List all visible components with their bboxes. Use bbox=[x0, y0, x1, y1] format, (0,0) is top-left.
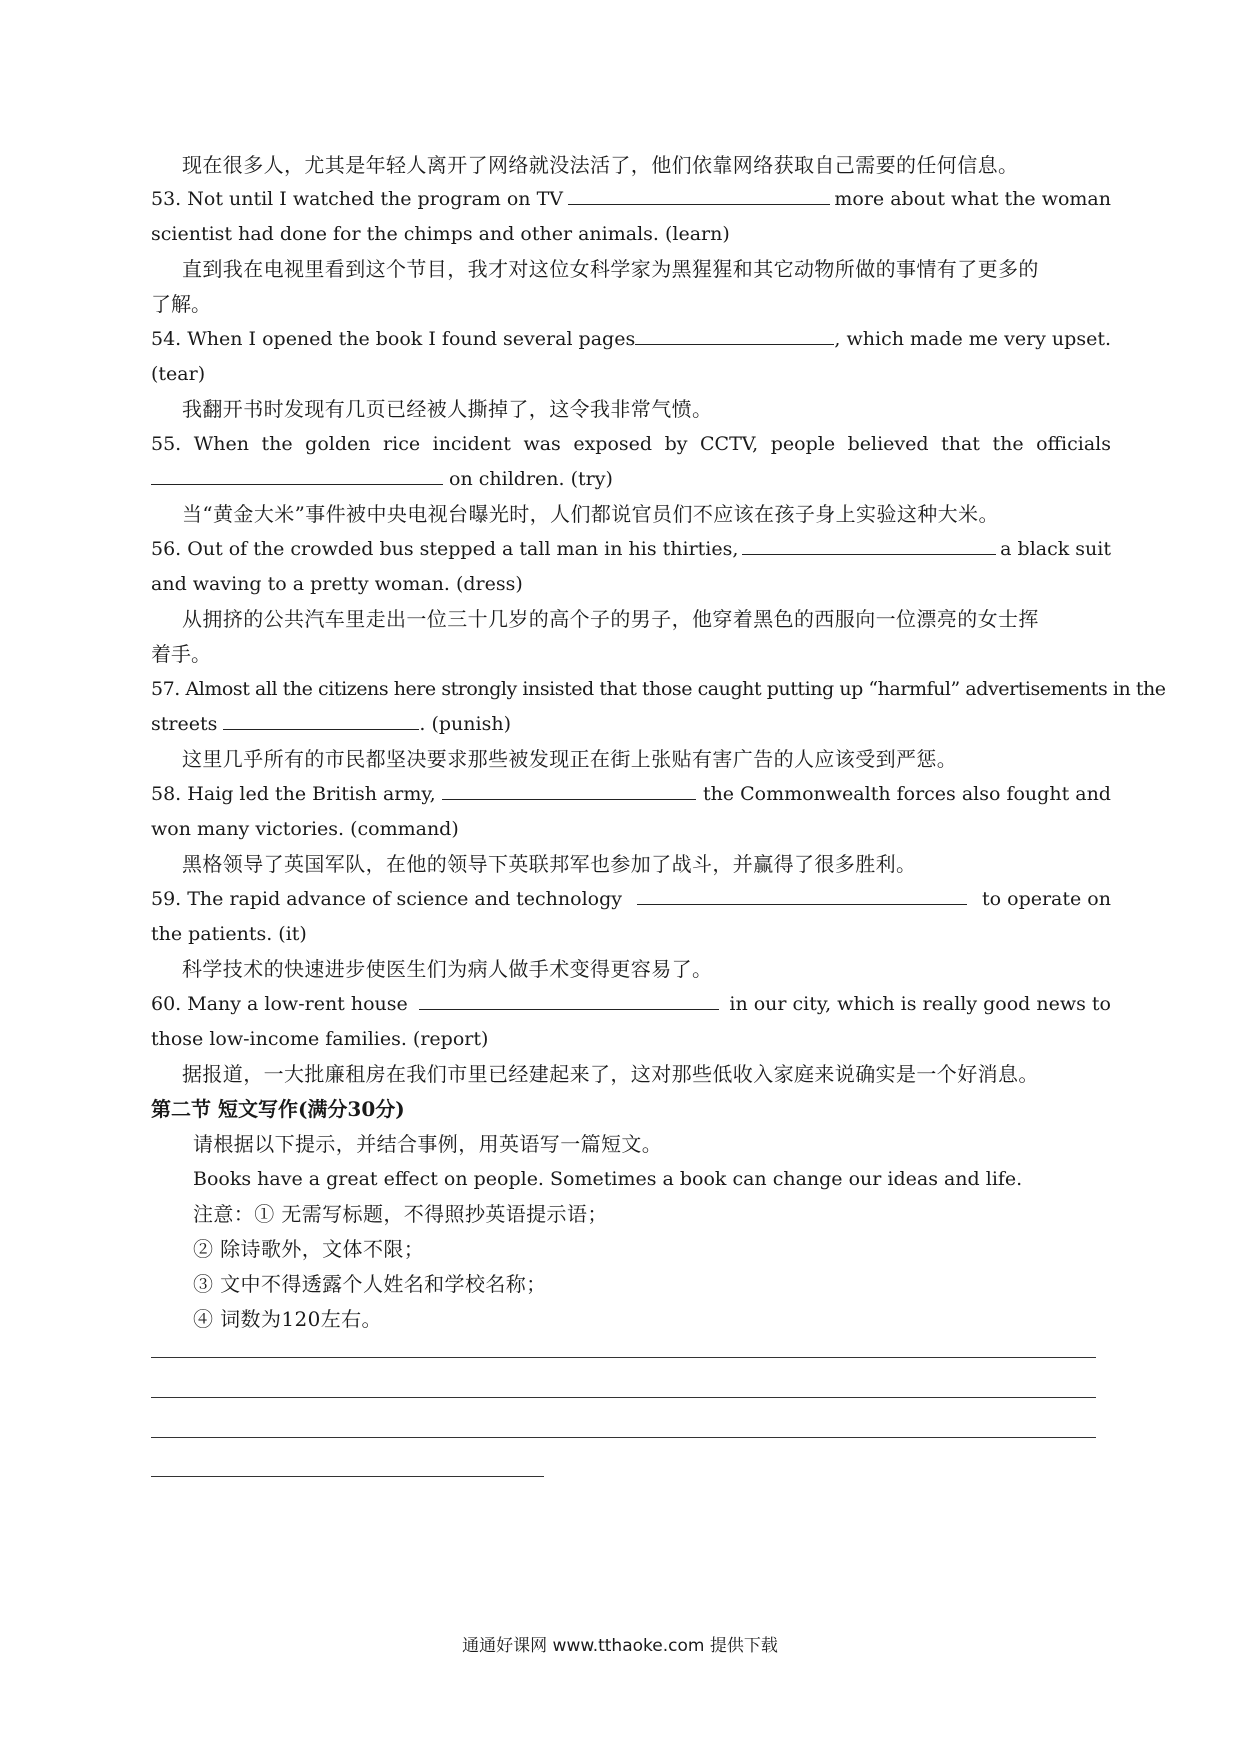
section2-note-4: ④ 词数为120左右。 bbox=[193, 1307, 382, 1331]
q60-translation: 据报道，一大批廉租房在我们市里已经建起来了，这对那些低收入家庭来说确实是一个好消息。 bbox=[182, 1062, 1039, 1086]
q53-answer-blank[interactable] bbox=[568, 186, 830, 205]
q60-text-b: in our city, which is really good news to bbox=[729, 993, 1111, 1015]
q53-translation-2: 了解。 bbox=[151, 292, 211, 316]
q59-line1 bbox=[151, 886, 1111, 912]
q60-line2: those low-income families. (report) bbox=[151, 1028, 489, 1050]
q60-line1 bbox=[151, 991, 1111, 1017]
q57-line1: 57. Almost all the citizens here strongly insisted that those caught putting up “harmful” advertisements in the bbox=[151, 678, 1166, 700]
q57-text-a: streets bbox=[151, 713, 218, 735]
q55-answer-blank[interactable] bbox=[151, 466, 443, 485]
q59-text-a: 59. The rapid advance of science and technology bbox=[151, 888, 623, 910]
q56-text-a: 56. Out of the crowded bus stepped a tall man in his thirties, bbox=[151, 538, 739, 560]
q54-translation: 我翻开书时发现有几页已经被人撕掉了，这令我非常气愤。 bbox=[182, 397, 713, 421]
q55-line1: 55. When the golden rice incident was exposed by CCTV, people believed that the officials bbox=[151, 433, 1111, 455]
q53-text-b: more about what the woman bbox=[834, 188, 1111, 210]
writing-line-1[interactable] bbox=[151, 1357, 1096, 1358]
q58-answer-blank[interactable] bbox=[442, 781, 696, 800]
q59-translation: 科学技术的快速进步使医生们为病人做手术变得更容易了。 bbox=[182, 957, 713, 981]
q57-translation: 这里几乎所有的市民都坚决要求那些被发现正在街上张贴有害广告的人应该受到严惩。 bbox=[182, 747, 958, 771]
q58-line1 bbox=[151, 781, 1111, 807]
section2-note-3: ③ 文中不得透露个人姓名和学校名称； bbox=[193, 1272, 547, 1296]
q56-line1 bbox=[151, 536, 1111, 562]
q55-translation: 当“黄金大米”事件被中央电视台曝光时，人们都说官员们不应该在孩子身上实验这种大米。 bbox=[182, 502, 999, 526]
q56-answer-blank[interactable] bbox=[742, 536, 996, 555]
q59-text-b: to operate on bbox=[982, 888, 1111, 910]
q55-line2 bbox=[151, 466, 613, 492]
q53-translation-1: 直到我在电视里看到这个节目，我才对这位女科学家为黑猩猩和其它动物所做的事情有了更多的 bbox=[182, 257, 1039, 281]
q58-text-a: 58. Haig led the British army, bbox=[151, 783, 436, 805]
q57-text-b: . (punish) bbox=[419, 713, 511, 735]
q57-answer-blank[interactable] bbox=[223, 711, 419, 730]
q58-line2: won many victories. (command) bbox=[151, 818, 459, 840]
q60-answer-blank[interactable] bbox=[419, 991, 719, 1010]
writing-line-4[interactable] bbox=[151, 1476, 544, 1477]
q56-text-b: a black suit bbox=[1000, 538, 1111, 560]
q56-line2: and waving to a pretty woman. (dress) bbox=[151, 573, 523, 595]
q60-text-a: 60. Many a low-rent house bbox=[151, 993, 408, 1015]
q54-answer-blank[interactable] bbox=[635, 326, 834, 345]
q58-text-b: the Commonwealth forces also fought and bbox=[702, 783, 1111, 805]
page-footer: 通通好课网 www.tthaoke.com 提供下载 bbox=[462, 1636, 778, 1656]
q53-text-a: 53. Not until I watched the program on TV bbox=[151, 188, 563, 210]
q53-line1 bbox=[151, 186, 1111, 212]
q56-translation-1: 从拥挤的公共汽车里走出一位三十几岁的高个子的男子，他穿着黑色的西服向一位漂亮的女士挥 bbox=[182, 607, 1039, 631]
intro-translation: 现在很多人，尤其是年轻人离开了网络就没法活了，他们依靠网络获取自己需要的任何信息。 bbox=[182, 153, 1019, 177]
q54-text-b: , which made me very upset. bbox=[834, 328, 1111, 350]
q55-text-b: on children. (try) bbox=[449, 468, 613, 490]
q59-answer-blank[interactable] bbox=[637, 886, 967, 905]
writing-line-2[interactable] bbox=[151, 1397, 1096, 1398]
q56-translation-2: 着手。 bbox=[151, 642, 211, 666]
q59-line2: the patients. (it) bbox=[151, 923, 307, 945]
q54-line2: (tear) bbox=[151, 363, 206, 385]
writing-line-3[interactable] bbox=[151, 1437, 1096, 1438]
section2-note-1: 注意：① 无需写标题，不得照抄英语提示语； bbox=[193, 1202, 608, 1226]
section2-instruction: 请根据以下提示，并结合事例，用英语写一篇短文。 bbox=[193, 1132, 663, 1156]
q54-text-a: 54. When I opened the book I found several pages bbox=[151, 328, 636, 350]
section2-note-2: ② 除诗歌外，文体不限； bbox=[193, 1237, 425, 1261]
section2-heading: 第二节 短文写作(满分30分) bbox=[151, 1097, 405, 1121]
q53-line2: scientist had done for the chimps and other animals. (learn) bbox=[151, 223, 730, 245]
q54-line1 bbox=[151, 326, 1111, 352]
section2-prompt: Books have a great effect on people. Sometimes a book can change our ideas and life. bbox=[193, 1168, 1023, 1190]
q58-translation: 黑格领导了英国军队，在他的领导下英联邦军也参加了战斗，并赢得了很多胜利。 bbox=[182, 852, 917, 876]
q57-line2 bbox=[151, 711, 511, 737]
